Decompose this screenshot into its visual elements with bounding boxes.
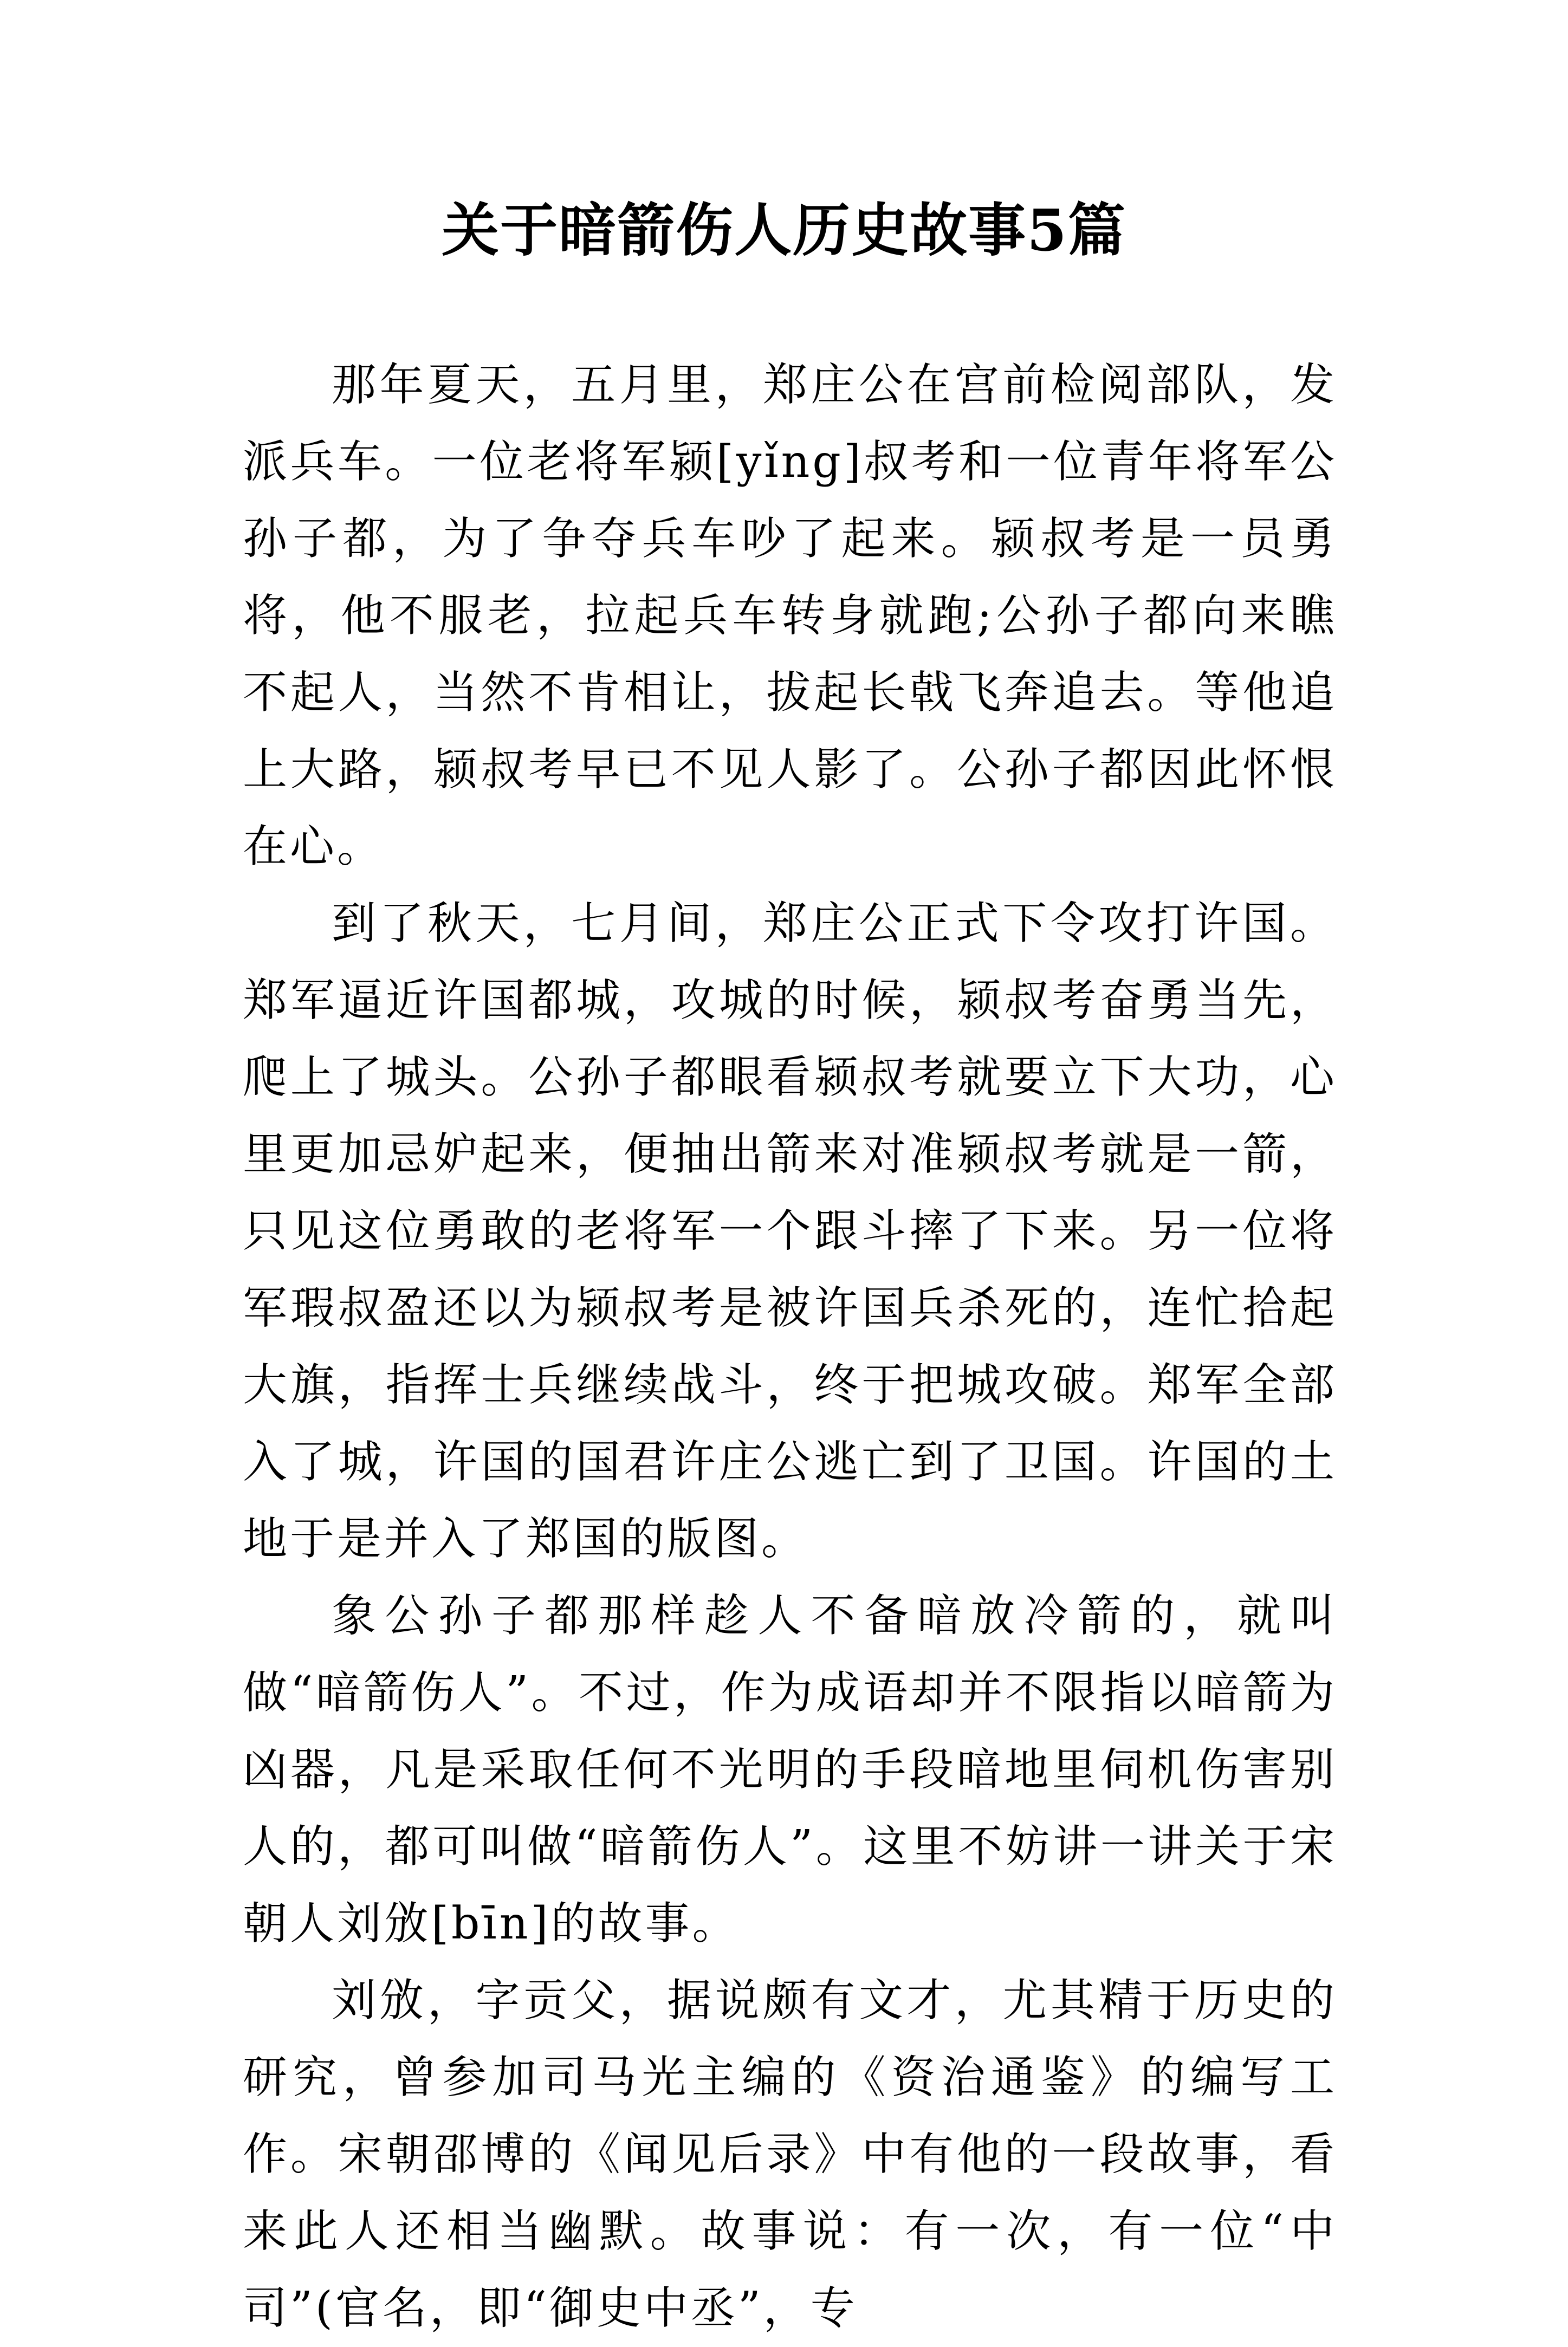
paragraph-4: 刘攽，字贡父，据说颇有文才，尤其精于历史的研究，曾参加司马光主编的《资治通鉴》的编写工作。宋朝邵博的《闻见后录》中有他的一段故事，看来此人还相当幽默。故事说：有一次，有一位“中司”(官名，即“御史中丞”，专 xyxy=(243,1975,1337,2334)
paragraph-1: 那年夏天，五月里，郑庄公在宫前检阅部队，发派兵车。一位老将军颍[yǐng]叔考和一位青年将军公孙子都，为了争夺兵车吵了起来。颍叔考是一员勇将，他不服老，拉起兵车转身就跑;公孙子都向来瞧不起人，当然不肯相让，拔起长戟飞奔追去。等他追上大路，颍叔考早已不见人影了。公孙子都因此怀恨在心。 xyxy=(243,359,1337,872)
paragraph-2: 到了秋天，七月间，郑庄公正式下令攻打许国。郑军逼近许国都城，攻城的时候，颍叔考奋勇当先，爬上了城头。公孙子都眼看颍叔考就要立下大功，心里更加忌妒起来，便抽出箭来对准颍叔考就是一箭，只见这位勇敢的老将军一个跟斗摔了下来。另一位将军瑕叔盈还以为颍叔考是被许国兵杀死的，连忙拾起大旗，指挥士兵继续战斗，终于把城攻破。郑军全部入了城，许国的国君许庄公逃亡到了卫国。许国的土地于是并入了郑国的版图。 xyxy=(243,898,1337,1565)
document-title: 关于暗箭伤人历史故事5篇 xyxy=(442,196,1126,264)
document-body xyxy=(243,347,1337,2347)
paragraph-3: 象公孙子都那样趁人不备暗放冷箭的，就叫做“暗箭伤人”。不过，作为成语却并不限指以暗箭为凶器，凡是采取任何不光明的手段暗地里伺机伤害别人的，都可叫做“暗箭伤人”。这里不妨讲一讲关于宋朝人刘攽[bīn]的故事。 xyxy=(243,1590,1337,1949)
